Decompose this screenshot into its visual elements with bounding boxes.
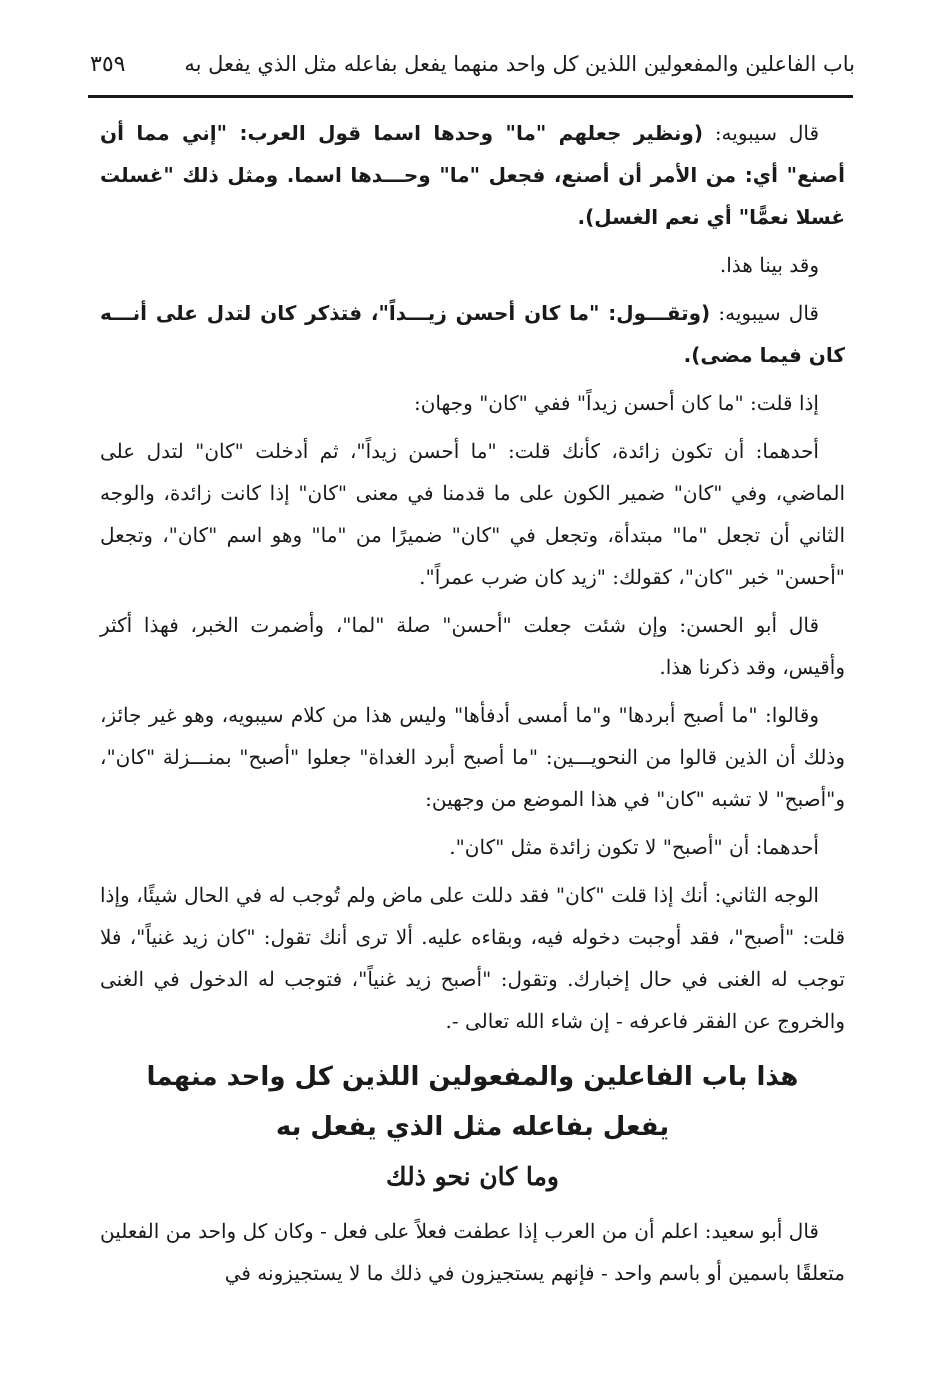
page-body <box>100 112 845 1300</box>
paragraph-1 <box>100 112 845 238</box>
chapter-heading <box>100 1052 845 1202</box>
closing-paragraph: قال أبو سعيد: اعلم أن من العرب إذا عطفت فعلاً على فعل - وكان كل واحد من الفعلين متعلقًا باسمين أو باسم واحد - فإنهم يستجيزون في ذلك ما لا يستجيزونه في <box>100 1219 845 1285</box>
paragraph-5: أحدهما: أن تكون زائدة، كأنك قلت: "ما أحسن زيداً"، ثم أدخلت "كان" لتدل على الماضي، وفي "كان" ضمير الكون على ما قدمنا في معنى "كان" إذا كانت زائدة، والوجه الثاني أن تجعل "ما" مبتدأة، وتجعل في "كان" ضميرًا من "ما" وهو اسم "كان"، وتجعل "أحسن" خبر "كان"، كقولك: "زيد كان ضرب عمراً". <box>100 439 845 589</box>
chapter-heading-line-2: يفعل بفاعله مثل الذي يفعل به <box>275 1112 670 1142</box>
page-number: ٣٥٩ <box>90 52 126 77</box>
quoted-text: (ونظير جعلهم "ما" وحدها اسما قول العرب: "إني مما أن أصنع" أي: من الأمر أن أصنع، فجعل "ما" وحـــدها اسما. ومثل ذلك "غسلت غسلا نعمًّا" أي نعم الغسل). <box>100 121 845 229</box>
quoted-text: (وتقـــول: "ما كان أحسن زيـــداً"، فتذكر كان لتدل على أنـــه كان فيما مضى). <box>100 301 845 367</box>
paragraph-2: وقد بينا هذا. <box>719 253 819 277</box>
paragraph-8: أحدهما: أن "أصبح" لا تكون زائدة مثل "كان". <box>449 835 819 859</box>
chapter-heading-line-3: وما كان نحو ذلك <box>386 1162 559 1191</box>
running-title: باب الفاعلين والمفعولين اللذين كل واحد منهما يفعل بفاعله مثل الذي يفعل به <box>184 52 855 76</box>
header-rule <box>88 95 853 98</box>
paragraph-6: قال أبو الحسن: وإن شئت جعلت "أحسن" صلة "لما"، وأضمرت الخبر، فهذا أكثر وأقيس، وقد ذكرنا هذا. <box>100 613 845 679</box>
paragraph-7: وقالوا: "ما أصبح أبردها" و"ما أمسى أدفأها" وليس هذا من كلام سيبويه، وهو غير جائز، وذلك أن الذين قالوا من النحويـــين: "ما أصبح أبرد الغداة" جعلوا "أصبح" بمنـــزلة "كان"، و"أصبح" لا تشبه "كان" في هذا الموضع من وجهين: <box>100 703 845 811</box>
paragraph-lead: قال سيبويه: <box>703 121 820 145</box>
paragraph-4: إذا قلت: "ما كان أحسن زيداً" ففي "كان" وجهان: <box>413 391 819 415</box>
paragraph-lead: قال سيبويه: <box>710 301 819 325</box>
chapter-heading-line-1: هذا باب الفاعلين والمفعولين اللذين كل واحد منهما <box>146 1062 799 1092</box>
paragraph-3 <box>100 292 845 376</box>
running-header <box>90 52 855 77</box>
paragraph-9: الوجه الثاني: أنك إذا قلت "كان" فقد دللت على ماض ولم تُوجب له في الحال شيئًا، وإذا قلت: "أصبح"، فقد أوجبت دخوله فيه، وبقاءه عليه. ألا ترى أنك تقول: "كان زيد غنياً"، فلا توجب له الغنى في حال إخبارك. وتقول: "أصبح زيد غنياً"، فتوجب له الدخول في الغنى والخروج عن الفقر فاعرفه - إن شاء الله تعالى -. <box>100 883 845 1033</box>
